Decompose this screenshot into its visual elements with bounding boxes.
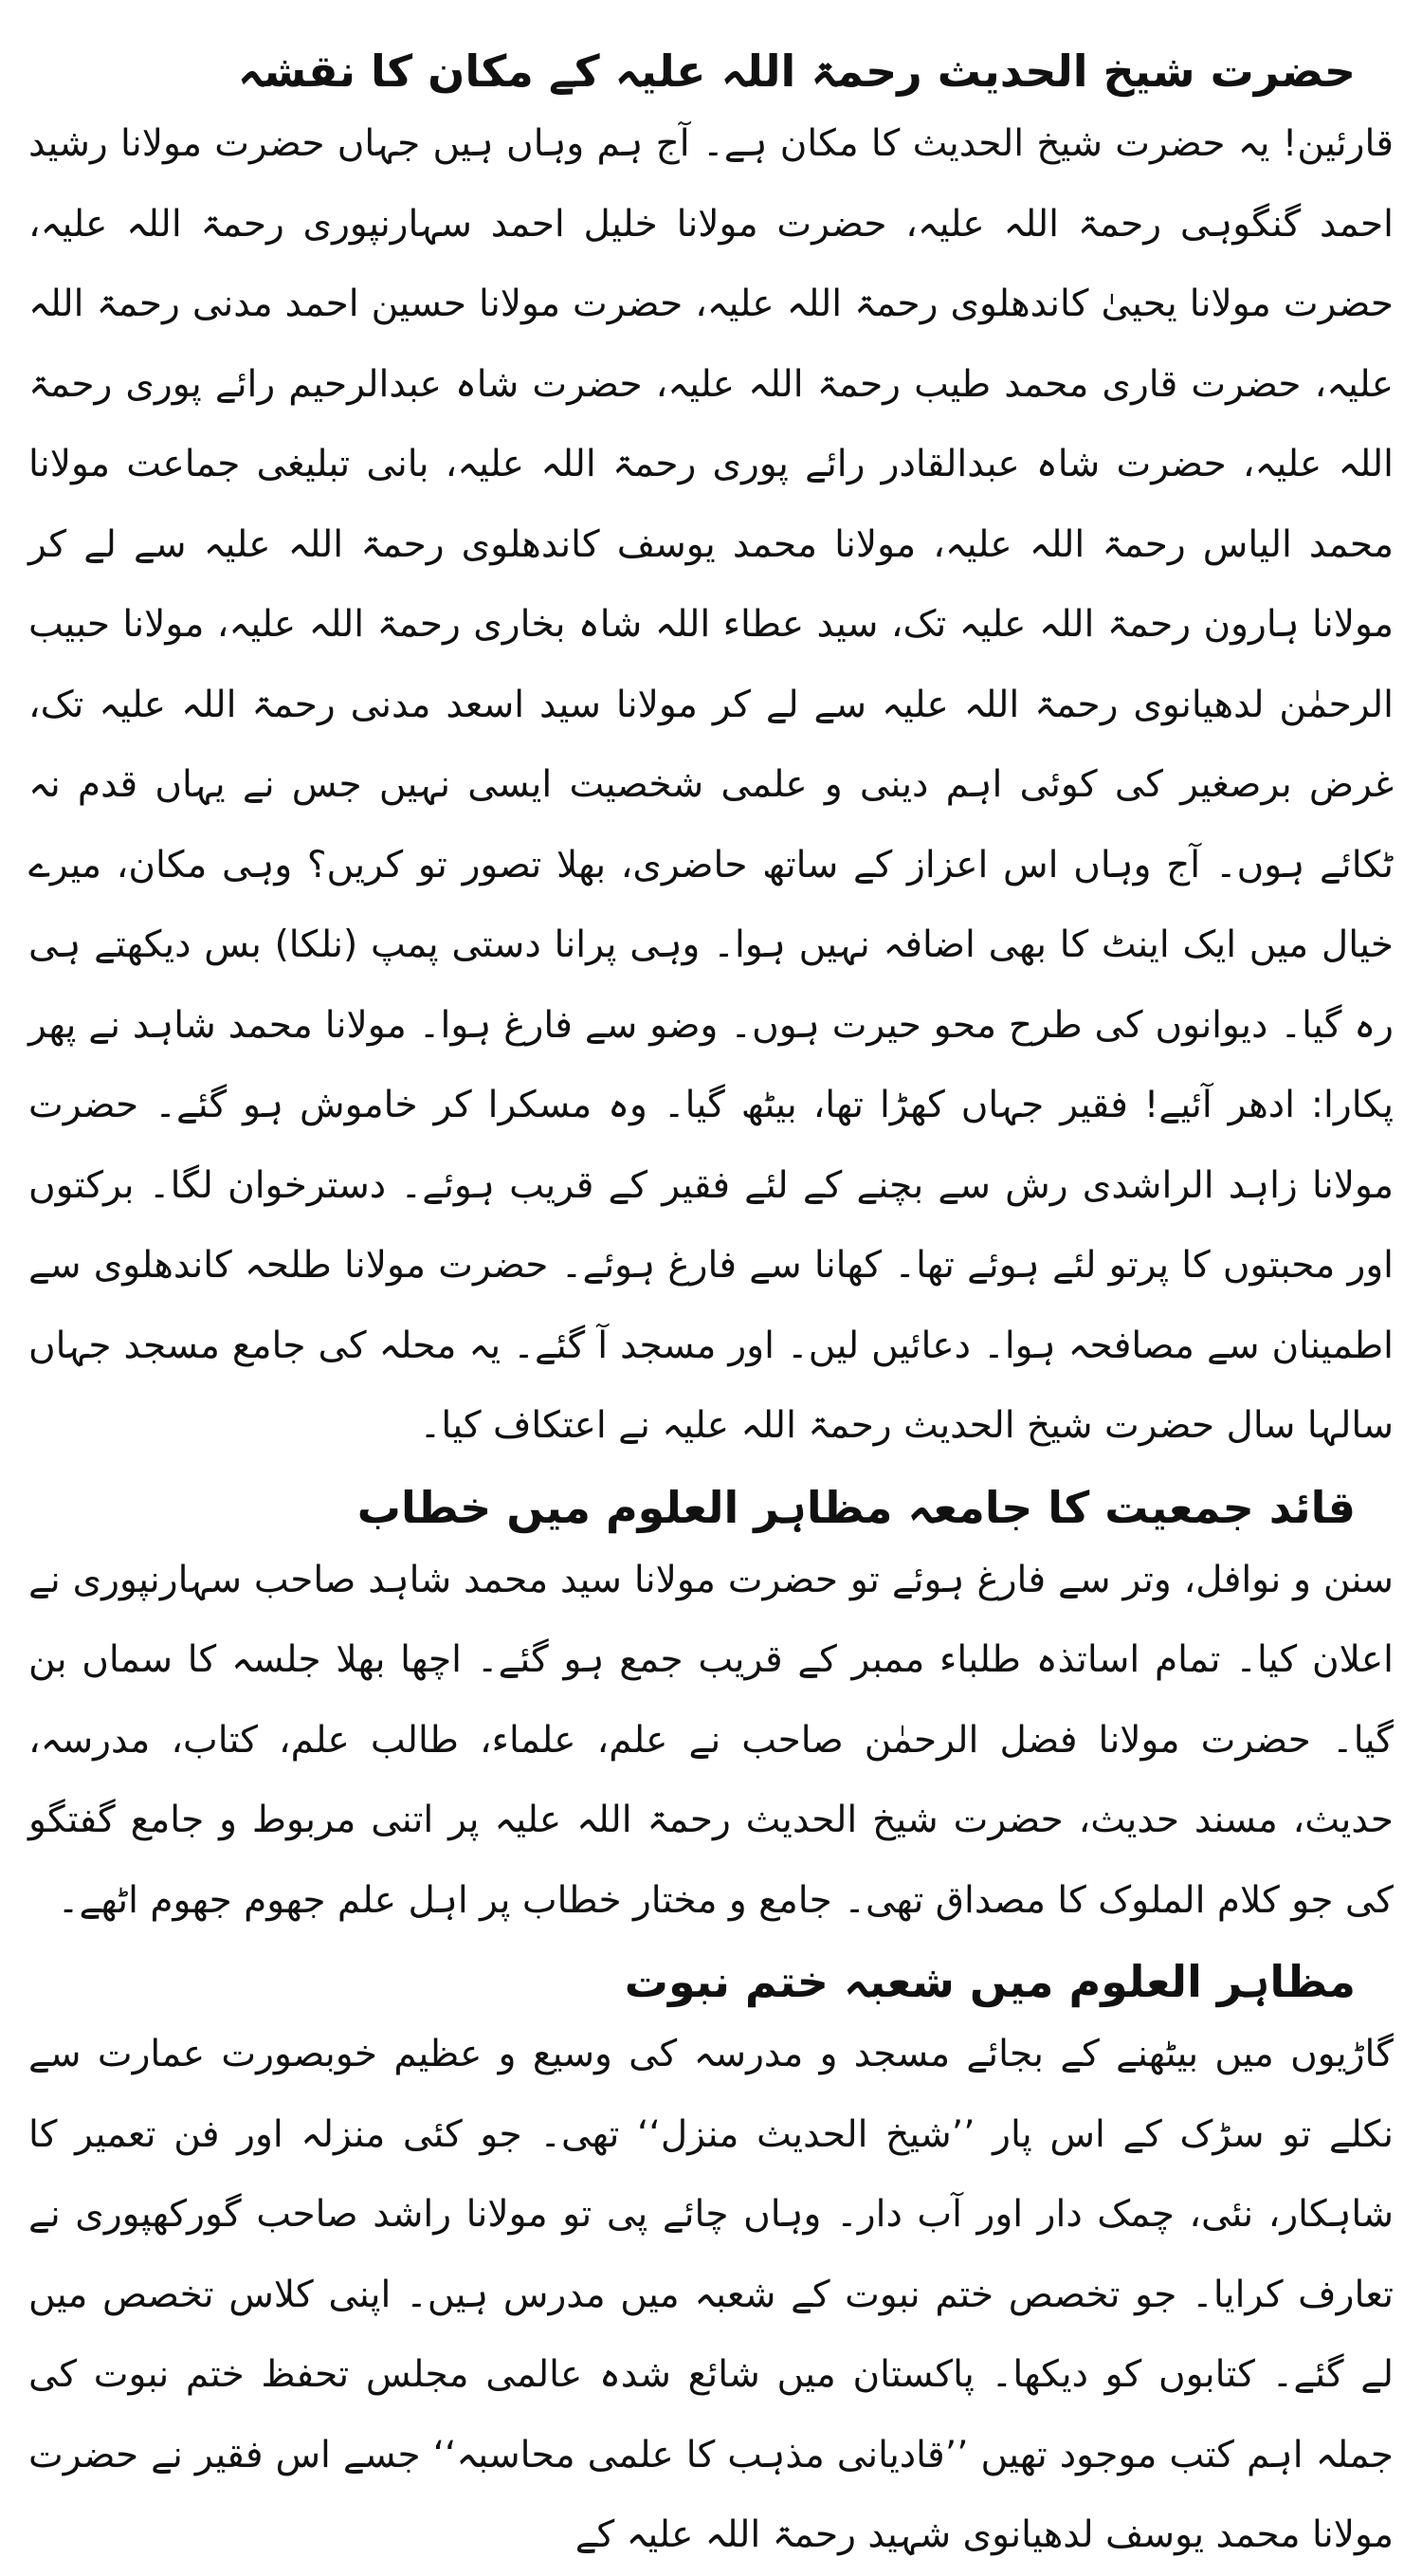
section-heading-leader-address: قائد جمعیت کا جامعہ مظاہر العلوم میں خطاب [356,1481,1356,1533]
section-body-house-map: قارئین! یہ حضرت شیخ الحدیث کا مکان ہے۔ آج ہم وہاں ہیں جہاں حضرت مولانا رشید احمد گنگوہی رحمۃ اللہ علیہ، حضرت مولانا خلیل احمد سہارنپوری رحمۃ اللہ علیہ، حضرت مولانا یحییٰ کاندھلوی رحمۃ اللہ علیہ، حضرت مولانا حسین احمد مدنی رحمۃ اللہ علیہ، حضرت قاری محمد طیب رحمۃ اللہ علیہ، حضرت شاہ عبدالرحیم رائے پوری رحمۃ اللہ علیہ، حضرت شاہ عبدالقادر رائے پوری رحمۃ اللہ علیہ، بانی تبلیغی جماعت مولانا محمد الیاس رحمۃ اللہ علیہ، مولانا محمد یوسف کاندھلوی رحمۃ اللہ علیہ سے لے کر مولانا ہارون رحمۃ اللہ علیہ تک، سید عطاء اللہ شاہ بخاری رحمۃ اللہ علیہ، مولانا حبیب الرحمٰن لدھیانوی رحمۃ اللہ علیہ سے لے کر مولانا سید اسعد مدنی رحمۃ اللہ علیہ تک، غرض برصغیر کی کوئی اہم دینی و علمی شخصیت ایسی نہیں جس نے یہاں قدم نہ ٹکائے ہوں۔ آج وہاں اس اعزاز کے ساتھ حاضری، بھلا تصور تو کریں؟ وہی مکان، میرے خیال میں ایک اینٹ کا بھی اضافہ نہیں ہوا۔ وہی پرانا دستی پمپ (نلکا) بس دیکھتے ہی رہ گیا۔ دیوانوں کی طرح محو حیرت ہوں۔ وضو سے فارغ ہوا۔ مولانا محمد شاہد نے پھر پکارا: ادھر آئیے! فقیر جہاں کھڑا تھا، بیٹھ گیا۔ وہ مسکرا کر خاموش ہو گئے۔ حضرت مولانا زاہد الراشدی رش سے بچنے کے لئے فقیر کے قریب ہوئے۔ دسترخوان لگا۔ برکتوں اور محبتوں کا پرتو لئے ہوئے تھا۔ کھانا سے فارغ ہوئے۔ حضرت مولانا طلحہ کاندھلوی سے اطمینان سے مصافحہ ہوا۔ دعائیں لیں۔ اور مسجد آ گئے۔ یہ محلہ کی جامع مسجد جہاں سالہا سال حضرت شیخ الحدیث رحمۃ اللہ علیہ نے اعتکاف کیا۔ [28,122,1395,1447]
section-heading-house-map: حضرت شیخ الحدیث رحمۃ اللہ علیہ کے مکان کا نقشہ [237,46,1356,97]
section-body-khatm-nubuwwat-department: گاڑیوں میں بیٹھنے کے بجائے مسجد و مدرسہ کی وسیع و عظیم خوبصورت عمارت سے نکلے تو سڑک کے اس پار ’’شیخ الحدیث منزل‘‘ تھی۔ جو کئی منزلہ اور فن تعمیر کا شاہکار، نئی، چمک دار اور آب دار۔ وہاں چائے پی تو مولانا راشد صاحب گورکھپوری نے تعارف کرایا۔ جو تخصص ختم نبوت کے شعبہ میں مدرس ہیں۔ اپنی کلاس تخصص میں لے گئے۔ کتابوں کو دیکھا۔ پاکستان میں شائع شدہ عالمی مجلس تحفظ ختم نبوت کی جملہ اہم کتب موجود تھیں ’’قادیانی مذہب کا علمی محاسبہ‘‘ جسے اس فقیر نے حضرت مولانا محمد یوسف لدھیانوی شہید رحمۃ اللہ علیہ کے [28,2033,1394,2556]
section-heading-khatm-nubuwwat-department: مظاہر العلوم میں شعبہ ختم نبوت [624,1956,1356,2007]
section-body-leader-address: سنن و نوافل، وتر سے فارغ ہوئے تو حضرت مولانا سید محمد شاہد صاحب سہارنپوری نے اعلان کیا۔ تمام اساتذہ طلباء ممبر کے قریب جمع ہو گئے۔ اچھا بھلا جلسہ کا سماں بن گیا۔ حضرت مولانا فضل الرحمٰن صاحب نے علم، علماء، طالب علم، کتاب، مدرسہ، حدیث، مسند حدیث، حضرت شیخ الحدیث رحمۃ اللہ علیہ پر اتنی مربوط و جامع گفتگو کی جو کلام الملوک کا مصداق تھی۔ جامع و مختار خطاب پر اہل علم جھوم جھوم اٹھے۔ [28,1558,1394,1922]
document-page [28,38,1394,2576]
